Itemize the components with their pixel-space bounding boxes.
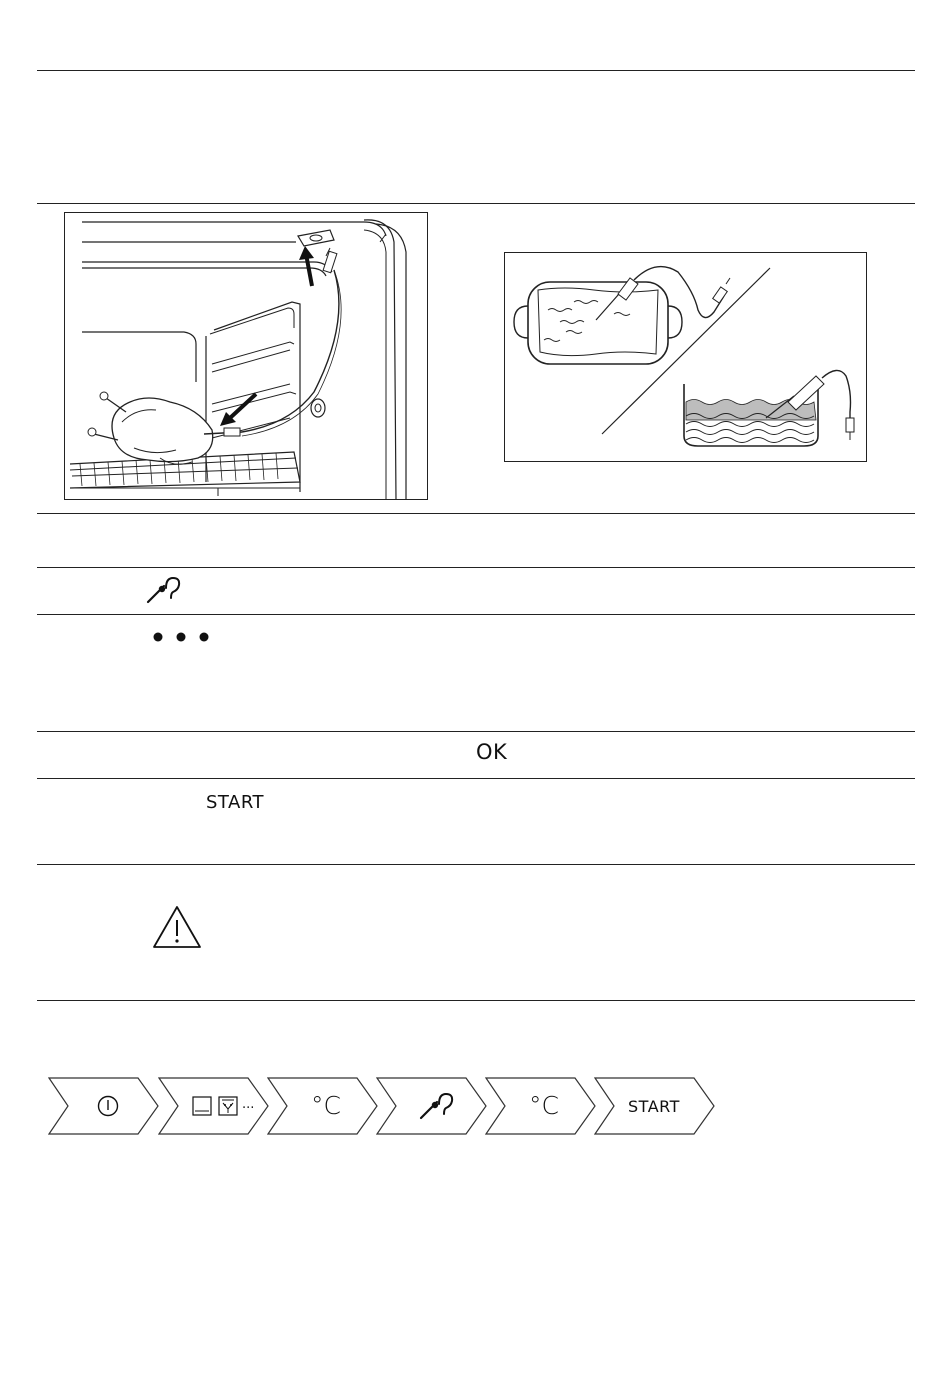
oven-function-icons [192,1096,240,1116]
start-label: START [206,792,265,813]
probe-placement-illustration [504,252,867,462]
meat-probe-icon [146,576,182,604]
step-start [594,1077,716,1135]
three-dots-icon [152,630,212,644]
power-icon [97,1095,119,1117]
celsius-icon: °C [311,1091,341,1120]
celsius-icon: °C [529,1091,559,1120]
step-sequence [48,1077,718,1135]
warning-triangle-icon [151,904,203,950]
divider [37,70,915,71]
more-functions-ellipsis: ... [242,1097,255,1112]
meat-probe-icon [419,1092,455,1120]
start-step-label: START [628,1097,680,1116]
divider [37,203,915,204]
step-meat-probe [376,1077,488,1135]
step-temperature [267,1077,379,1135]
ok-label: OK [476,740,508,764]
divider [37,778,915,779]
divider [37,864,915,865]
divider [37,614,915,615]
divider [37,567,915,568]
divider [37,731,915,732]
step-power [48,1077,160,1135]
step-core-temperature [485,1077,597,1135]
step-oven-function [158,1077,270,1135]
divider [37,513,915,514]
divider [37,1000,915,1001]
oven-probe-illustration [64,212,428,500]
